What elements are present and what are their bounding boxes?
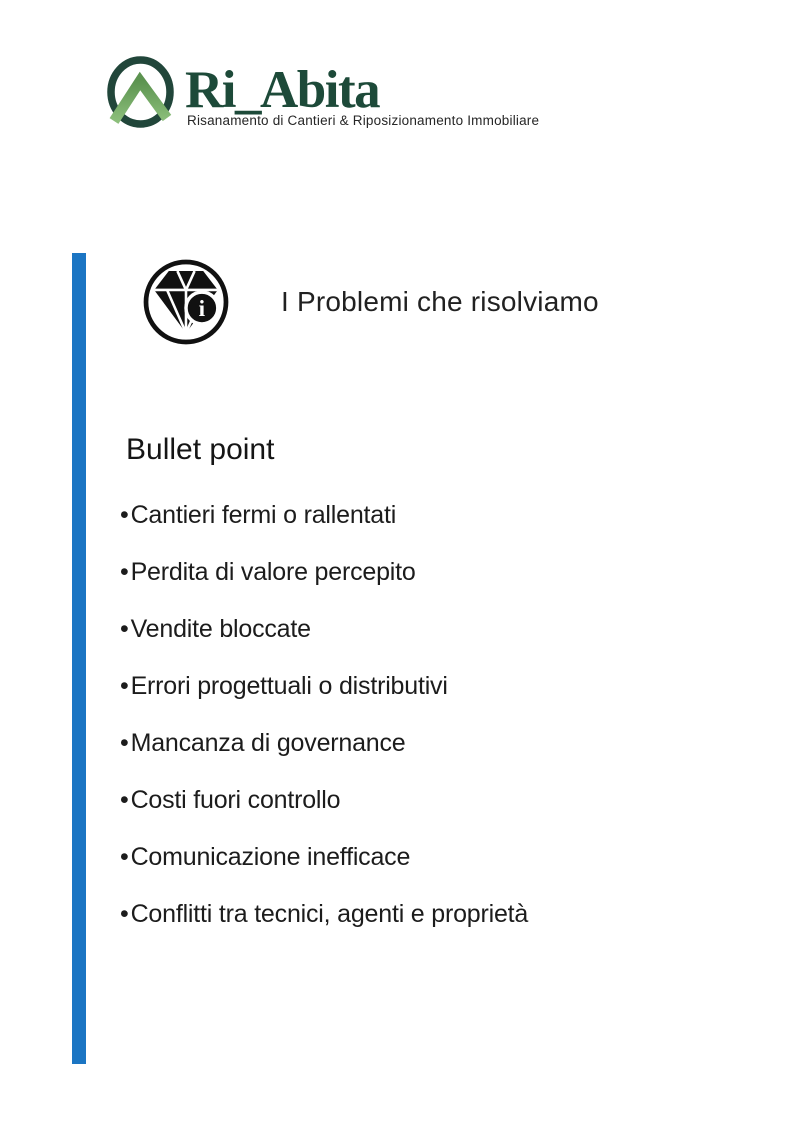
list-item-text: Errori progettuali o distributivi bbox=[130, 672, 448, 700]
list-heading: Bullet point bbox=[126, 433, 275, 466]
list-item bbox=[120, 772, 528, 829]
bullet-marker: • bbox=[120, 615, 129, 643]
brand-wordmark: Ri_Abita bbox=[185, 61, 380, 119]
bullet-marker: • bbox=[120, 786, 129, 814]
list-item bbox=[120, 886, 528, 943]
diamond-info-icon bbox=[143, 259, 229, 345]
brand-tagline: Risanamento di Cantieri & Riposizionamento Immobiliare bbox=[187, 113, 540, 128]
list-item bbox=[120, 544, 528, 601]
bullet-marker: • bbox=[120, 672, 129, 700]
list-item-text: Perdita di valore percepito bbox=[130, 558, 416, 586]
list-item bbox=[120, 601, 528, 658]
bullet-marker: • bbox=[120, 729, 129, 757]
list-item-text: Conflitti tra tecnici, agenti e proprietà bbox=[130, 900, 529, 928]
svg-text:i: i bbox=[198, 296, 206, 323]
bullet-marker: • bbox=[120, 900, 129, 928]
section-title: I Problemi che risolviamo bbox=[281, 286, 599, 317]
list-item bbox=[120, 715, 528, 772]
bullet-list bbox=[120, 487, 528, 943]
bullet-marker: • bbox=[120, 843, 129, 871]
list-item-text: Mancanza di governance bbox=[130, 729, 406, 757]
list-item-text: Costi fuori controllo bbox=[130, 786, 341, 814]
bullet-marker: • bbox=[120, 501, 129, 529]
riabita-logo-icon bbox=[107, 56, 174, 128]
bullet-marker: • bbox=[120, 558, 129, 586]
list-item-text: Cantieri fermi o rallentati bbox=[130, 501, 397, 529]
list-item bbox=[120, 658, 528, 715]
list-item bbox=[120, 487, 528, 544]
accent-bar bbox=[72, 253, 86, 1064]
list-item-text: Comunicazione inefficace bbox=[130, 843, 411, 871]
list-item-text: Vendite bloccate bbox=[130, 615, 311, 643]
list-item bbox=[120, 829, 528, 886]
